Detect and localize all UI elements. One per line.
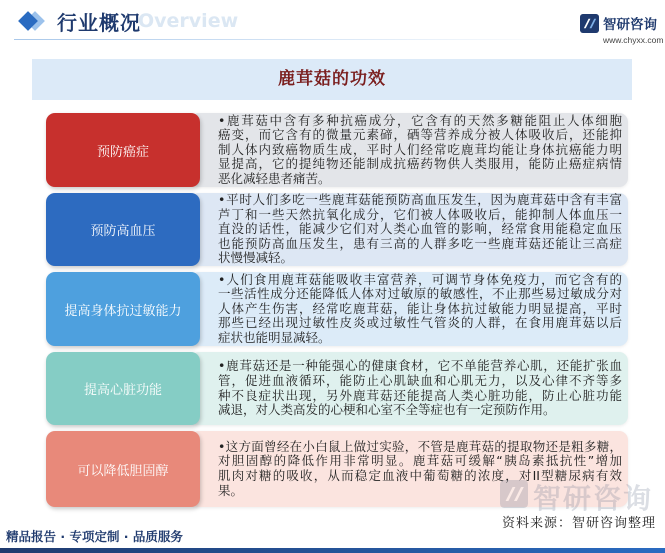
benefit-row — [0, 352, 665, 425]
text-line: 症状也能明显减轻。 — [218, 329, 331, 345]
benefit-label-box — [46, 352, 200, 425]
header-divider — [14, 39, 574, 40]
title-watermark: Overview — [138, 10, 239, 32]
benefit-label-box — [46, 431, 200, 507]
benefit-row — [0, 113, 665, 187]
benefit-description — [190, 352, 628, 425]
text-line: 恶化减轻患者痛苦。 — [218, 170, 331, 186]
section-banner — [32, 59, 632, 100]
text-line: 管，促进血液循环，能防止心肌缺血和心肌无力，以及心律不齐等多 — [218, 372, 622, 388]
description-text — [218, 114, 622, 187]
watermark-logo-icon — [500, 480, 528, 508]
description-text — [218, 273, 622, 346]
text-line: 芦丁和一些天然抗氧化成分，它们被人体吸收后，能抑制人体血压一 — [218, 206, 622, 222]
benefit-label: 预防癌症 — [96, 144, 149, 160]
footer-slogan: 精品报告 · 专项定制 · 品质服务 — [6, 529, 183, 544]
text-line: •平时人们多吃一些鹿茸菇能预防高血压发生，因为鹿茸菇中含有丰富 — [218, 192, 622, 208]
text-line: 一些活性成分还能降低人体对过敏原的敏感性，不止那些易过敏成分对 — [218, 286, 622, 302]
benefit-label: 可以降低胆固醇 — [77, 463, 169, 479]
bottom-bar — [0, 548, 665, 553]
text-line: 果。 — [218, 482, 244, 498]
benefit-description — [190, 113, 628, 187]
benefit-label: 预防高血压 — [90, 224, 156, 239]
description-text — [218, 193, 622, 266]
text-line: 人体产生伤害，经常吃鹿茸菇，能让身体抗过敏能力明显提高，平时 — [218, 300, 622, 316]
text-line: •人们食用鹿茸菇能吸收丰富营养，可调节身体免疫力，而它含有的 — [218, 271, 622, 287]
text-line: •鹿茸菇还是一种能强心的健康食材，它不单能营养心肌，还能扩张血 — [218, 358, 622, 374]
text-line: 状慢慢减轻。 — [218, 250, 294, 266]
text-line: 那些已经出现过敏性皮炎或过敏性气管炎的人群，在食用鹿茸菇以后 — [218, 315, 622, 331]
banner-title: 鹿茸菇的功效 — [278, 69, 386, 89]
benefit-row — [0, 193, 665, 266]
text-line: 癌变，而它含有的微量元素碲，硒等营养成分被人体吸收后，还能抑 — [218, 127, 622, 143]
benefit-description — [190, 272, 628, 346]
page-title: 行业概况 — [57, 11, 141, 35]
text-line: 显提高，它的提纯物还能制成抗癌药物供人类服用，能防止癌症病情 — [218, 156, 622, 172]
benefit-label-box — [46, 113, 200, 187]
brand-name: 智研咨询 — [603, 17, 657, 33]
text-line: •这方面曾经在小白鼠上做过实验，不管是鹿茸菇的提取物还是粗多糖， — [218, 438, 622, 454]
zhiyan-logo-icon — [580, 14, 599, 33]
watermark-text: 智研咨询 — [533, 482, 654, 515]
benefit-label-box — [46, 272, 200, 346]
text-line: 直没的话性，能减少它们对人类心血管的影响，经常食用能稳定血压 — [218, 221, 622, 237]
text-line: 种不良症状出现，另外鹿茸菇还能提高人类心脏功能，防止心脏功能 — [218, 387, 622, 403]
benefit-label: 提高心脏功能 — [83, 383, 162, 398]
diamond-icon — [16, 8, 46, 34]
brand-url: www.chyxx.com — [603, 35, 664, 45]
benefit-row — [0, 272, 665, 346]
text-line: 制人体内致癌物质生成，平时人们经常吃鹿茸均能让身体抗癌能力明 — [218, 141, 622, 157]
benefit-label: 提高身体抗过敏能力 — [64, 303, 182, 319]
text-line: 对胆固醇的降低作用非常明显。鹿茸菇可缓解“胰岛素抵抗性”增加 — [218, 453, 622, 469]
benefit-description — [190, 193, 628, 266]
source-note: 资料来源：智研咨询整理 — [502, 516, 657, 531]
text-line: 减退，对人类高发的心梗和心室不全等症也有一定预防作用。 — [218, 402, 556, 418]
text-line: •鹿茸菇中含有多种抗癌成分，它含有的天然多糖能阻止人体细胞 — [218, 112, 622, 128]
benefit-label-box — [46, 193, 200, 266]
text-line: 也能预防高血压发生，患有三高的人群多吃一些鹿茸菇还能让三高症 — [218, 235, 622, 251]
description-text — [218, 359, 622, 417]
text-line: 肌肉对糖的吸收，从而稳定血液中葡萄糖的浓度，对II型糖尿病有效 — [218, 468, 622, 483]
